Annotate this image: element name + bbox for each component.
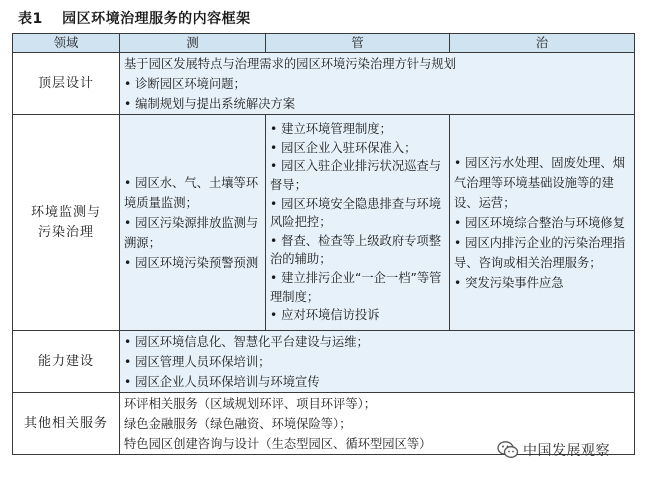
header-row bbox=[13, 34, 635, 53]
list-item: • 园区污染源排放监测与溯源； bbox=[124, 215, 259, 250]
row-capacity bbox=[13, 331, 635, 393]
header-ce: 测 bbox=[120, 34, 266, 53]
domain-cell: 顶层设计 bbox=[13, 53, 120, 115]
list-item: • 园区内排污企业的污染治理指导、咨询或相关治理服务； bbox=[454, 235, 626, 270]
list-item: • 园区管理人员环保培训； bbox=[124, 354, 271, 369]
domain-line: 污染治理 bbox=[37, 224, 94, 240]
wechat-icon bbox=[497, 440, 519, 460]
zhi-cell bbox=[450, 115, 635, 331]
merged-cell bbox=[120, 331, 635, 393]
list-item: • 园区环境综合整治与环境修复 bbox=[454, 215, 626, 230]
list-item: • 建立排污企业“一企一档”等管理制度； bbox=[270, 270, 442, 304]
list-item: • 园区入驻企业排污状况巡查与督导； bbox=[270, 159, 442, 193]
list-item: • 建立环境管理制度； bbox=[270, 122, 392, 137]
list-item: • 园区企业人员环保培训与环境宣传 bbox=[124, 374, 320, 389]
merged-cell bbox=[120, 53, 635, 115]
list-item: • 应对环境信访投诉 bbox=[270, 308, 380, 323]
list-item: 基于园区发展特点与治理需求的园区环境污染治理方针与规划 bbox=[124, 56, 457, 71]
ce-cell bbox=[120, 115, 266, 331]
list-item: • 园区环境信息化、智慧化平台建设与运维； bbox=[124, 334, 369, 349]
list-item: • 督查、检查等上级政府专项整治的辅助； bbox=[270, 233, 442, 267]
list-item: 绿色金融服务（绿色融资、环境保险等）； bbox=[124, 416, 352, 431]
list-item: • 突发污染事件应急 bbox=[454, 275, 564, 290]
table-number: 表1 bbox=[18, 11, 43, 27]
header-zhi: 治 bbox=[450, 34, 635, 53]
domain-line: 环境监测与 bbox=[30, 204, 101, 220]
list-item: • 诊断园区环境问题； bbox=[124, 76, 246, 91]
table-title: 园区环境治理服务的内容框架 bbox=[62, 11, 251, 27]
list-item: 特色园区创建咨询与设计（生态型园区、循环型园区等） bbox=[124, 436, 432, 451]
watermark-text: 中国发展观察 bbox=[523, 443, 610, 459]
list-item: • 园区环境污染预警预测 bbox=[124, 255, 259, 270]
domain-cell: 能力建设 bbox=[13, 331, 120, 393]
list-item: • 园区污水处理、固废处理、烟气治理等环境基础设施等的建设、运营； bbox=[454, 155, 626, 210]
header-domain: 领域 bbox=[13, 34, 120, 53]
watermark bbox=[497, 440, 610, 460]
guan-cell bbox=[266, 115, 450, 331]
list-item: 环评相关服务（区域规划环评、项目环评等）； bbox=[124, 396, 377, 411]
framework-table bbox=[12, 33, 635, 455]
domain-cell: 其他相关服务 bbox=[13, 393, 120, 455]
list-item: • 编制规划与提出系统解决方案 bbox=[124, 96, 296, 111]
row-monitoring bbox=[13, 115, 635, 331]
row-top-design bbox=[13, 53, 635, 115]
domain-cell bbox=[13, 115, 120, 331]
list-item: • 园区水、气、土壤等环境质量监测； bbox=[124, 175, 259, 210]
table-caption bbox=[18, 8, 251, 28]
list-item: • 园区环境安全隐患排查与环境风险把控； bbox=[270, 196, 442, 230]
list-item: • 园区企业入驻环保准入； bbox=[270, 140, 417, 155]
header-guan: 管 bbox=[266, 34, 450, 53]
